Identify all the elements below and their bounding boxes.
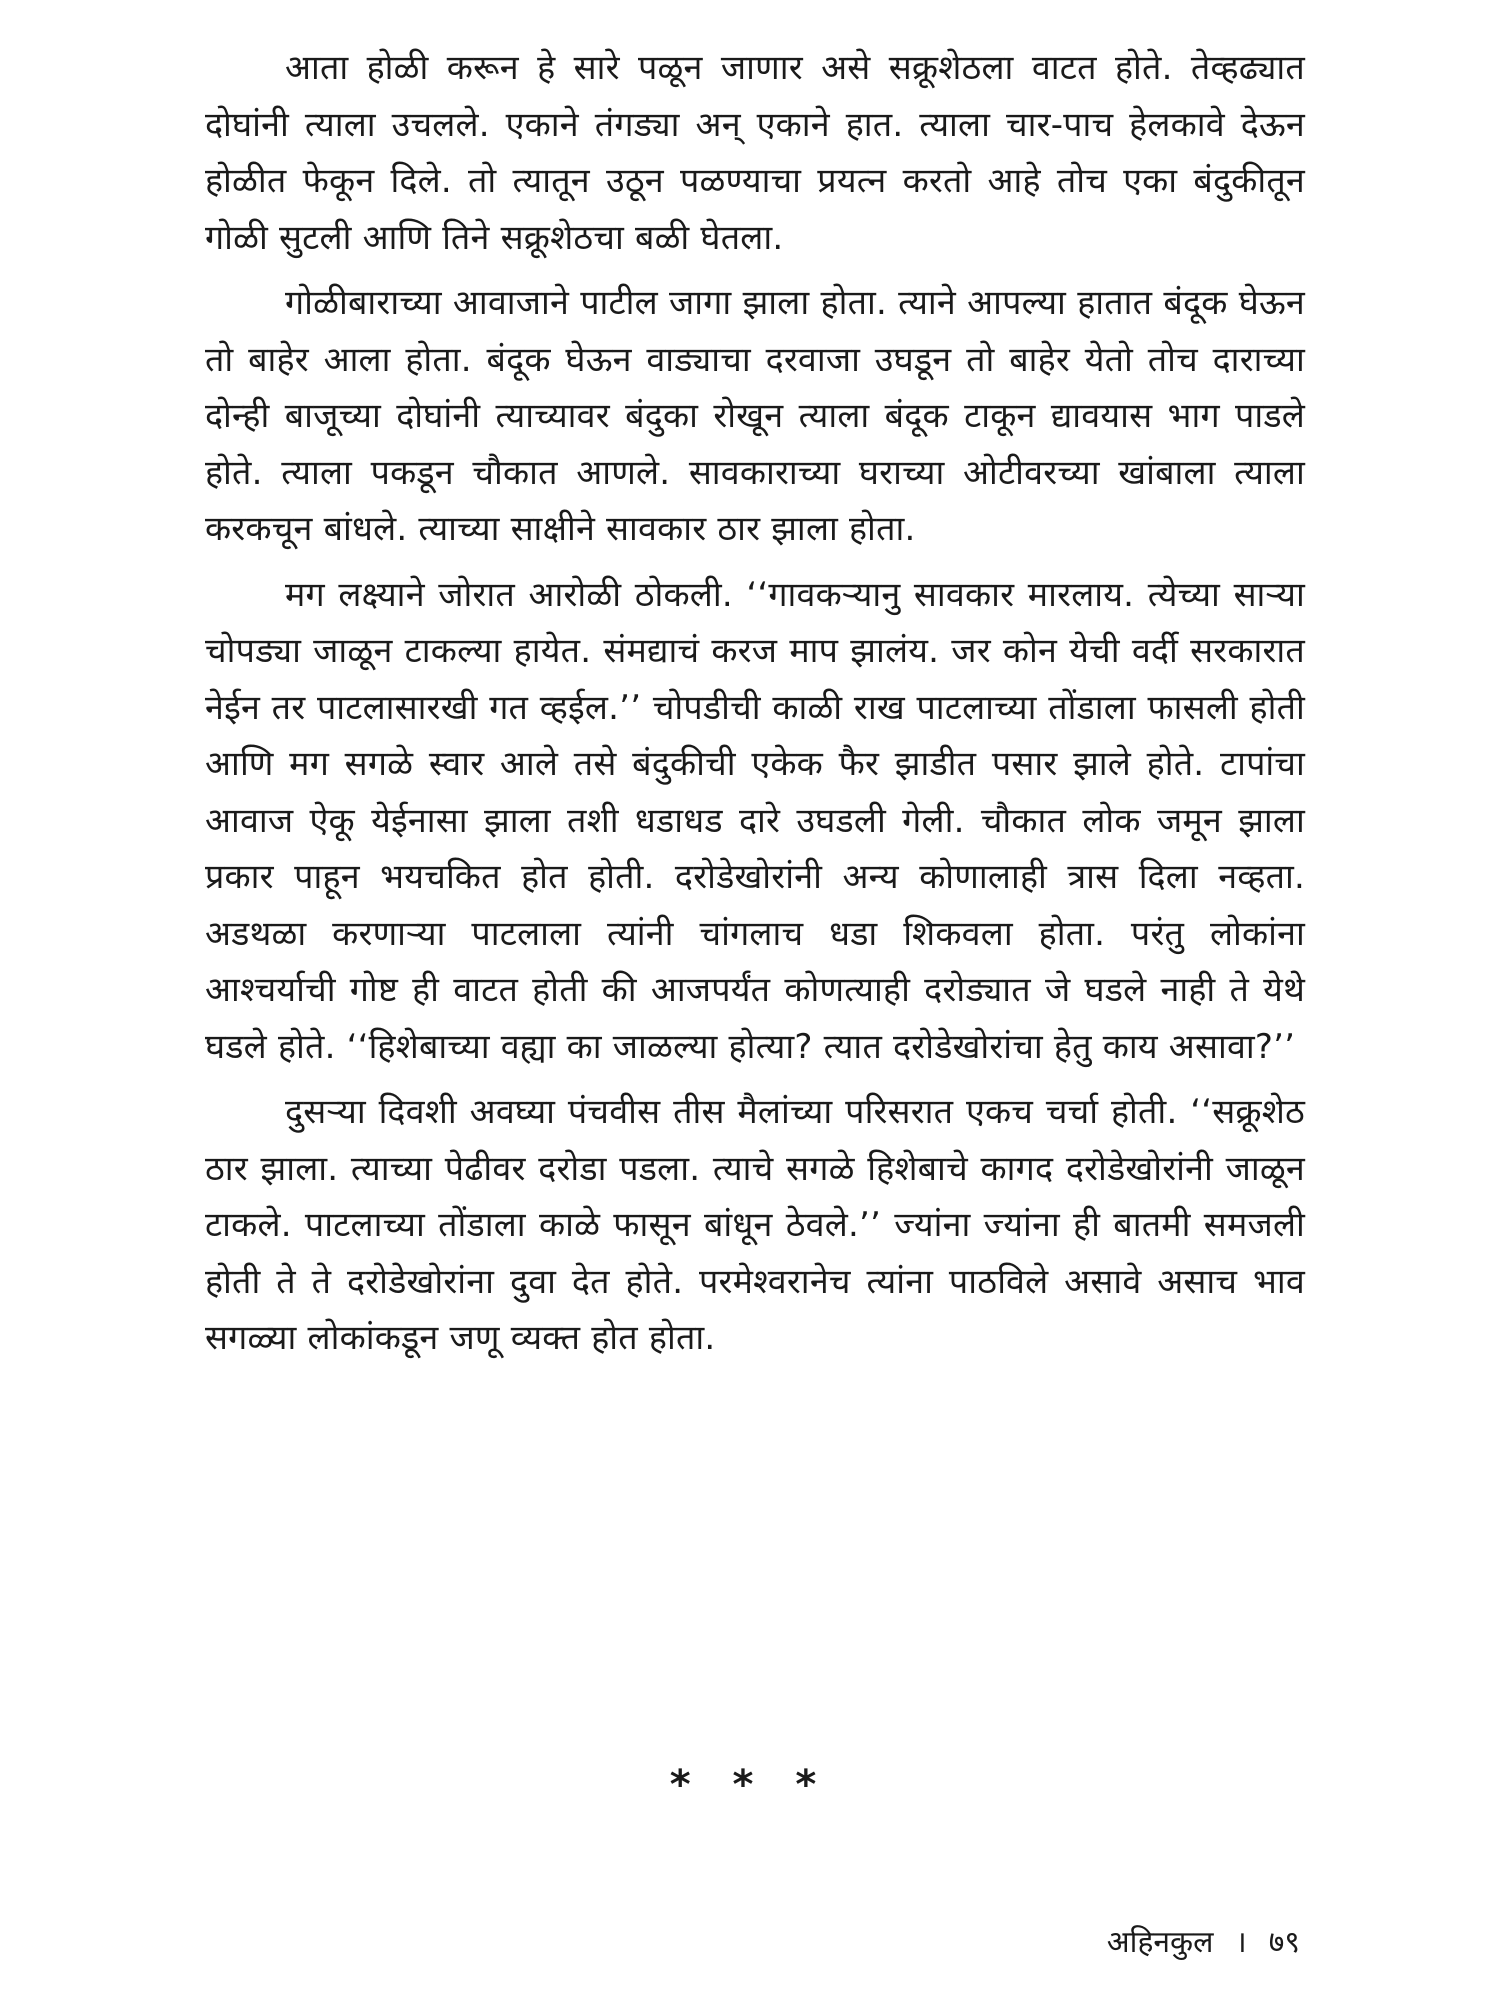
paragraph-3: मग लक्ष्याने जोरात आरोळी ठोकली. ‘‘गावकऱ्यानु सावकार मारलाय. त्येच्या साऱ्या चोपड्या जाळून टाकल्या हायेत. संमद्याचं करज माप झालंय. जर कोन येची वर्दी सरकारात नेईन तर पाटलासारखी गत व्हईल.’’ चोपडीची काळी राख पाटलाच्या तोंडाला फासली होती आणि मग सगळे स्वार आले तसे बंदुकीची एकेक फैर झाडीत पसार झाले होते. टापांचा आवाज ऐकू येईनासा झाला तशी धडाधड दारे उघडली गेली. चौकात लोक जमून झाला प्रकार पाहून भयचकित होत होती. दरोडेखोरांनी अन्य कोणालाही त्रास दिला नव्हता. अडथळा करणाऱ्या पाटलाला त्यांनी चांगलाच धडा शिकवला होता. परंतु लोकांना आश्चर्याची गोष्ट ही वाटत होती की आजपर्यंत कोणत्याही दरोड्यात जे घडले नाही ते येथे घडले होते. ‘‘हिशेबाच्या वह्या का जाळल्या होत्या? त्यात दरोडेखोरांचा हेतु काय असावा?’’	[205, 574, 1305, 1067]
paragraph-1: आता होळी करून हे सारे पळून जाणार असे सक्रूशेठला वाटत होते. तेव्हढ्यात दोघांनी त्याला उचलले. एकाने तंगड्या अन् एकाने हात. त्याला चार-पाच हेलकावे देऊन होळीत फेकून दिले. तो त्यातून उठून पळण्याचा प्रयत्न करतो आहे तोच एका बंदुकीतून गोळी सुटली आणि तिने सक्रूशेठचा बळी घेतला.	[205, 48, 1305, 258]
footer-divider: ।	[1235, 1925, 1247, 1960]
paragraph-2: गोळीबाराच्या आवाजाने पाटील जागा झाला होता. त्याने आपल्या हातात बंदूक घेऊन तो बाहेर आला होता. बंदूक घेऊन वाड्याचा दरवाजा उघडून तो बाहेर येतो तोच दाराच्या दोन्ही बाजूच्या दोघांनी त्याच्यावर बंदुका रोखून त्याला बंदूक टाकून द्यावयास भाग पाडले होते. त्याला पकडून चौकात आणले. सावकाराच्या घराच्या ओटीवरच्या खांबाला त्याला करकचून बांधले. त्याच्या साक्षीने सावकार ठार झाला होता.	[205, 283, 1305, 549]
page-body	[205, 40, 1305, 1367]
book-title: अहिनकुल	[1106, 1925, 1214, 1960]
paragraph-4: दुसऱ्या दिवशी अवघ्या पंचवीस तीस मैलांच्या परिसरात एकच चर्चा होती. ‘‘सक्रूशेठ ठार झाला. त्याच्या पेढीवर दरोडा पडला. त्याचे सगळे हिशेबाचे कागद दरोडेखोरांनी जाळून टाकले. पाटलाच्या तोंडाला काळे फासून बांधून ठेवले.’’ ज्यांना ज्यांना ही बातमी समजली होती ते ते दरोडेखोरांना दुवा देत होते. परमेश्वरानेच त्यांना पाठविले असावे असाच भाव सगळ्या लोकांकडून जणू व्यक्त होत होता.	[205, 1092, 1305, 1358]
page-footer	[1107, 1920, 1300, 1961]
section-separator: * * *	[669, 1762, 831, 1808]
page-number: ७९	[1268, 1925, 1300, 1960]
